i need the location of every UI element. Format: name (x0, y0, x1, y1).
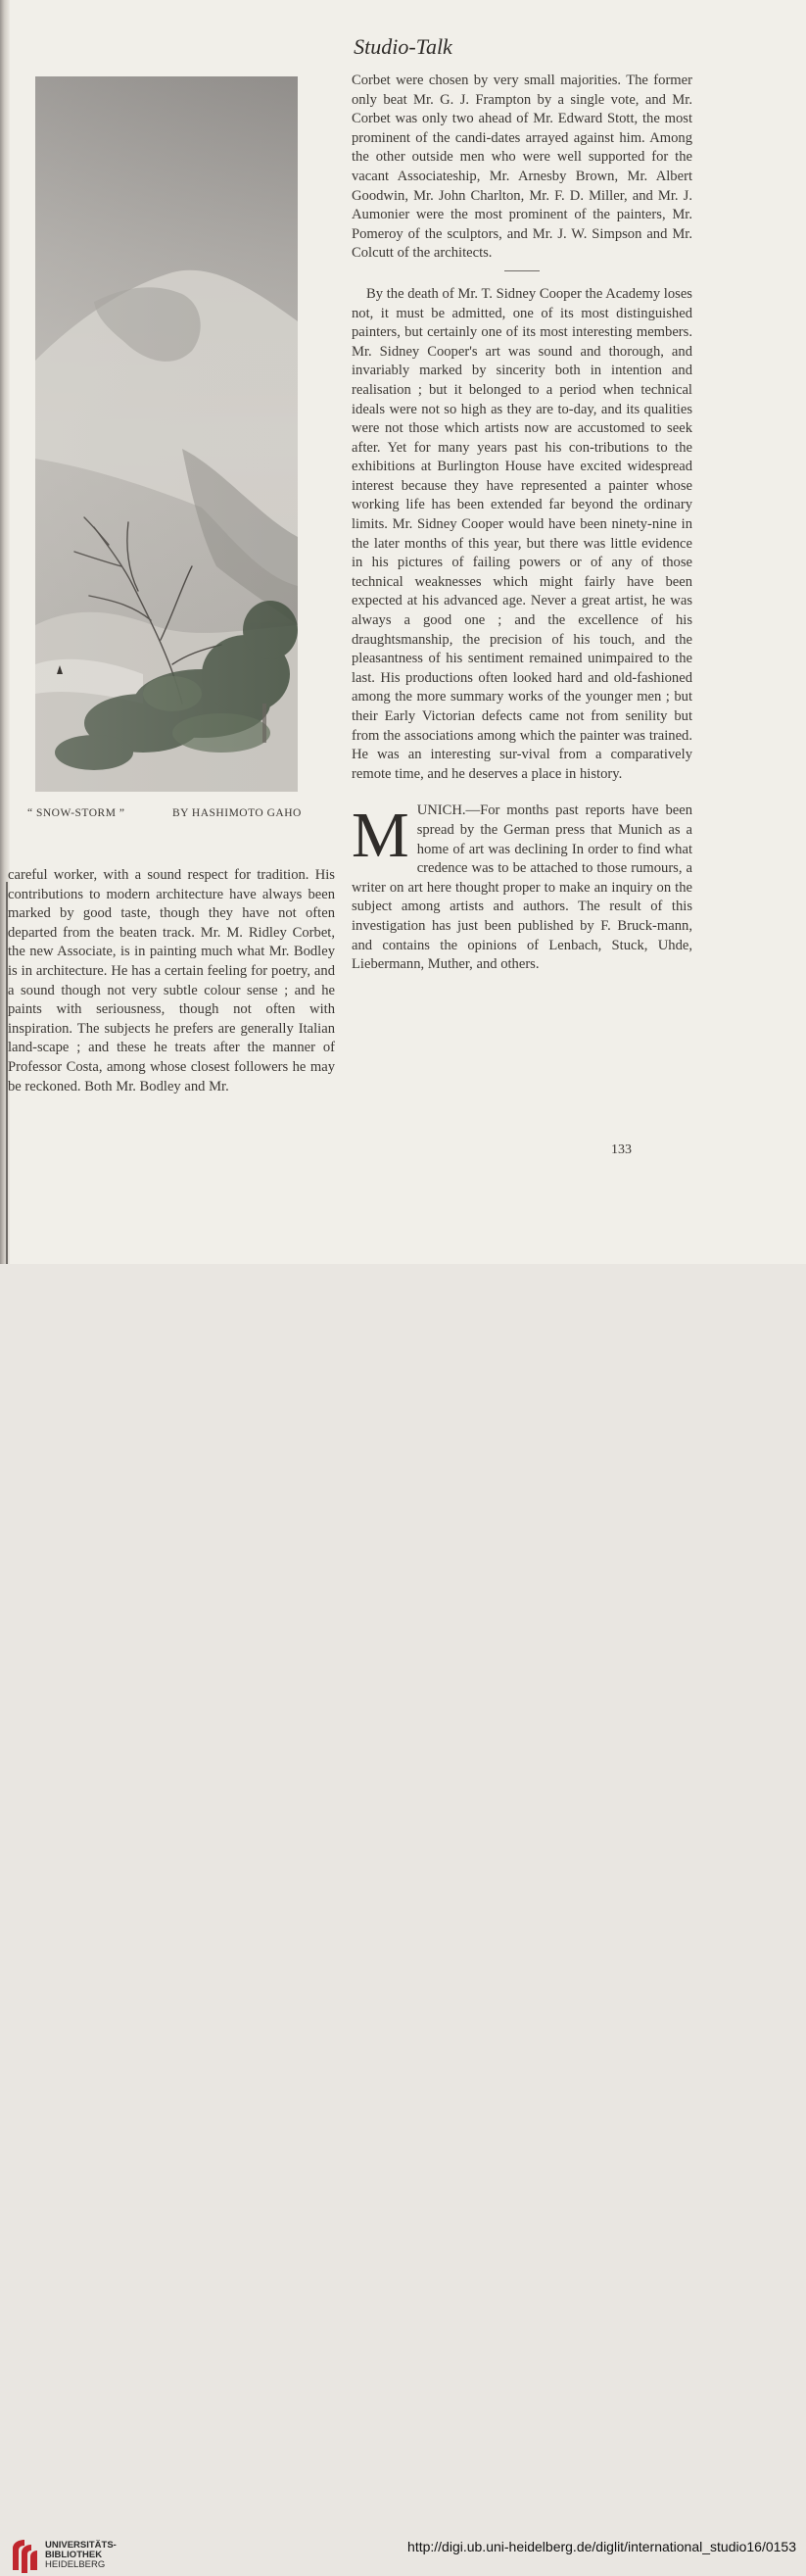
library-name (45, 2541, 117, 2570)
book-page (0, 0, 806, 1264)
library-name-line1: UNIVERSITÄTS- (45, 2540, 117, 2551)
plate-caption-title: “ SNOW-STORM ” (27, 807, 125, 819)
university-library-logo-icon (9, 2537, 40, 2576)
left-column (8, 866, 335, 1096)
library-footer (0, 1264, 806, 2570)
drop-cap-m: M (352, 800, 409, 872)
paragraph-sidney-cooper: By the death of Mr. T. Sidney Cooper the Academy loses not, it must be admitted, one of its most distinguished painters, but certainly one of its most interesting members. Mr. Sidney Cooper's art was sound and thorough, and invariably marked by sincerity both in intention and realisation ; but it belonged to a period when technical ideals were not so high as they are to-day, and its qualities were not those which artists now are accustomed to seek after. Yet for many years past his con-tributions to the exhibitions at Burlington House have excited widespread interest because they have represented a painter whose working life has been extended far beyond the ordinary limits. Mr. Sidney Cooper would have been ninety-nine in the later months of this year, but there was little evidence in his pictures of failing powers or of any of those technical weaknesses which might fairly have been expected at his advanced age. Never a great artist, he was always a good one ; and the excellence of his draughtsmanship, the precision of his touch, and the pleasantness of his sentiment remained unimpaired to the last. His productions often looked hard and old-fashioned among the more summary works of the younger men ; but their Early Victorian defects came not from senility but from the associations among which the painter was trained. He was an interesting sur-vival from a comparatively remote time, and he deserves a place in history. (352, 285, 692, 782)
library-name-line2: BIBLIOTHEK (45, 2550, 103, 2560)
paragraph-bodley-corbet: careful worker, with a sound respect for tradition. His contributions to modern architecture have always been marked by good taste, though they have not often departed from the beaten track. Mr. M. Ridley Corbet, the new Associate, is in painting much what Mr. Bodley is in architecture. He has a certain feeling for poetry, and a sound though not very subtle colour sense ; and he paints with seriousness, though not often with inspiration. The subjects he prefers are generally Italian land-scape ; and these he treats after the manner of Professor Costa, among whose closest followers he may be reckoned. Both Mr. Bodley and Mr. (8, 867, 335, 1094)
snow-storm-plate (35, 76, 298, 792)
page-number: 133 (611, 1142, 632, 1157)
munich-text: UNICH.—For months past reports have been spread by the German press that Munich as a home of art was declining In order to find what credence was to be attached to those rumours, a writer on art here thought proper to make an inquiry on the subject among artists and authors. The result of this investigation has just been published by F. Bruck-mann, and contains the opinions of Lenbach, Stuck, Uhde, Liebermann, Muther, and others. (352, 802, 692, 973)
paragraph-election: Corbet were chosen by very small majorities. The former only beat Mr. G. J. Frampton by a single vote, and Mr. Corbet was only two ahead of Mr. Edward Stott, the most prominent of the candi-dates arrayed against him. Among the other outside men who were well supported for the vacant Associateship, Mr. Arnesby Brown, Mr. Albert Goodwin, Mr. John Charlton, Mr. F. D. Miller, and Mr. J. Aumonier were the most prominent of the painters, Mr. Pomeroy of the sculptors, and Mr. J. W. Simpson and Mr. Colcutt of the architects. (352, 73, 692, 262)
library-name-line3: HEIDELBERG (45, 2559, 106, 2570)
running-head: Studio-Talk (354, 34, 452, 59)
right-column (352, 72, 692, 975)
source-url-link[interactable]: http://digi.ub.uni-heidelberg.de/diglit/international_studio16/0153 (407, 2539, 796, 2554)
plate-caption-artist: BY HASHIMOTO GAHO (172, 807, 302, 819)
section-rule (504, 270, 540, 271)
snow-storm-illustration (35, 76, 298, 792)
paragraph-munich (352, 802, 692, 974)
